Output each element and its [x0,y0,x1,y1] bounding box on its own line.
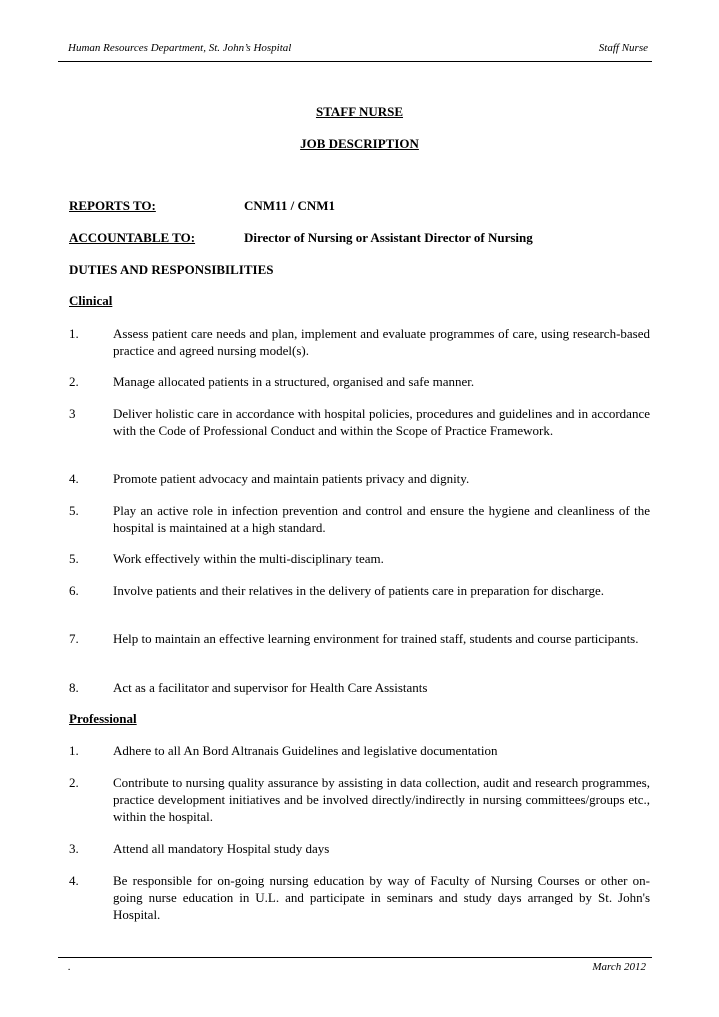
item-number: 2. [69,374,79,389]
item-text: Promote patient advocacy and maintain patients privacy and dignity. [113,471,470,486]
footer-date: March 2012 [592,961,646,973]
clinical-heading: Clinical [69,293,113,308]
item-number: 1. [69,326,79,341]
item-text: Help to maintain an effective learning environment for trained staff, students and course participants. [113,631,639,646]
item-number: 4. [69,471,79,486]
item-text: Adhere to all An Bord Altranais Guidelines and legislative documentation [113,743,498,758]
document-subtitle: JOB DESCRIPTION [300,136,419,151]
item-text: Work effectively within the multi-disciplinary team. [113,551,384,566]
footer-rule [58,957,652,958]
item-text: Act as a facilitator and supervisor for Health Care Assistants [113,680,428,695]
reports-to-value: CNM11 / CNM1 [244,198,335,213]
item-number: 3. [69,841,79,856]
footer-mark: . [68,961,71,973]
item-number: 2. [69,775,79,790]
item-text: Contribute to nursing quality assurance by assisting in data collection, audit and research programmes, practice development initiatives and be involved directly/indirectly in nursing committees/groups etc., within the hospital. [113,775,650,824]
item-number: 3 [69,406,76,421]
header-rule [58,61,652,62]
item-number: 4. [69,873,79,888]
item-text: Attend all mandatory Hospital study days [113,841,330,856]
reports-to-label: REPORTS TO: [69,198,156,213]
item-text: Be responsible for on-going nursing education by way of Faculty of Nursing Courses or other on-going nurse education in U.L. and participate in seminars and study days arranged by St. John's Hospital. [113,873,650,922]
running-header [68,42,648,54]
header-role: Staff Nurse [598,42,648,54]
item-text: Play an active role in infection prevention and control and ensure the hygiene and cleanliness of the hospital is maintained at a high standard. [113,503,650,535]
item-text: Assess patient care needs and plan, implement and evaluate programmes of care, using research-based practice and agreed nursing model(s). [113,326,650,358]
item-number: 5. [69,503,79,518]
item-number: 8. [69,680,79,695]
item-text: Deliver holistic care in accordance with hospital policies, procedures and guidelines and in accordance with the Code of Professional Conduct and within the Scope of Practice Framework. [113,406,650,438]
item-number: 7. [69,631,79,646]
item-text: Involve patients and their relatives in the delivery of patients care in preparation for discharge. [113,583,605,598]
professional-heading: Professional [69,711,137,726]
item-number: 1. [69,743,79,758]
running-footer [68,961,646,973]
item-number: 5. [69,551,79,566]
item-number: 6. [69,583,79,598]
duties-heading: DUTIES AND RESPONSIBILITIES [69,262,274,277]
document-title: STAFF NURSE [315,104,404,119]
item-text: Manage allocated patients in a structured, organised and safe manner. [113,374,475,389]
accountable-to-value: Director of Nursing or Assistant Director of Nursing [244,230,533,245]
accountable-to-label: ACCOUNTABLE TO: [69,230,196,245]
header-department: Human Resources Department, St. John’s Hospital [68,42,292,54]
